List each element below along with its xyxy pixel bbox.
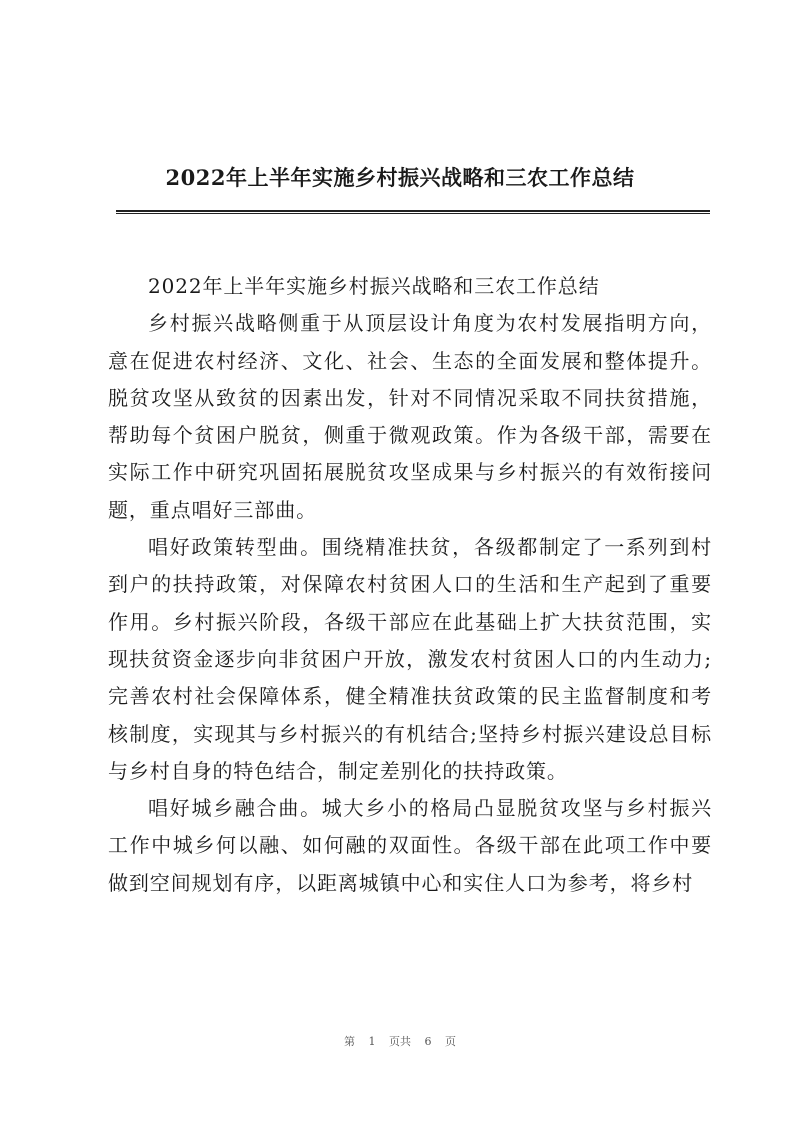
page-title: 2022年上半年实施乡村振兴战略和三农工作总结 [165, 165, 635, 190]
footer-prefix: 第 [344, 1035, 355, 1048]
body-paragraph: 唱好政策转型曲。围绕精准扶贫，各级都制定了一系列到村到户的扶持政策，对保障农村贫困人口的生活和生产起到了重要作用。乡村振兴阶段，各级干部应在此基础上扩大扶贫范围，实现扶贫资金逐步向非贫困户开放，激发农村贫困人口的内生动力;完善农村社会保障体系，健全精准扶贫政策的民主监督制度和考核制度，实现其与乡村振兴的有机结合;坚持乡村振兴建设总目标与乡村自身的特色结合，制定差别化的扶持政策。 [108, 535, 712, 783]
footer-suffix: 页 [445, 1035, 456, 1048]
body-paragraph: 唱好城乡融合曲。城大乡小的格局凸显脱贫攻坚与乡村振兴工作中城乡何以融、如何融的双面性。各级干部在此项工作中要做到空间规划有序，以距离城镇中心和实住人口为参考，将乡村 [108, 796, 712, 895]
body-paragraph: 乡村振兴战略侧重于从顶层设计角度为农村发展指明方向，意在促进农村经济、文化、社会、生态的全面发展和整体提升。脱贫攻坚从致贫的因素出发，针对不同情况采取不同扶贫措施，帮助每个贫困户脱贫，侧重于微观政策。作为各级干部，需要在实际工作中研究巩固拓展脱贫攻坚成果与乡村振兴的有效衔接问题，重点唱好三部曲。 [108, 311, 712, 522]
footer-total-pages: 6 [424, 1035, 432, 1048]
footer-middle: 页共 [389, 1035, 411, 1048]
page-footer [0, 1033, 800, 1049]
body-paragraph: 2022年上半年实施乡村振兴战略和三农工作总结 [148, 274, 600, 298]
title-divider [116, 210, 710, 214]
document-body [108, 268, 712, 902]
footer-current-page: 1 [368, 1035, 376, 1048]
